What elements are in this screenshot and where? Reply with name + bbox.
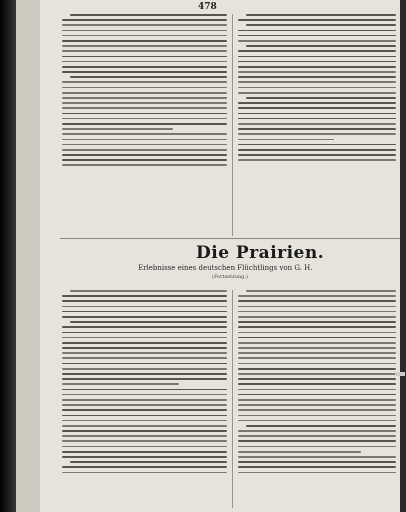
text-line xyxy=(238,466,396,468)
text-line xyxy=(62,19,227,21)
bottom-left-column-text xyxy=(62,290,227,477)
text-line xyxy=(62,56,227,58)
text-line xyxy=(238,409,396,411)
text-line xyxy=(62,40,227,42)
text-line xyxy=(238,415,396,417)
page-number: 478 xyxy=(198,2,217,12)
top-left-column-text xyxy=(62,14,227,170)
text-line xyxy=(238,456,396,458)
text-line xyxy=(62,332,227,334)
text-line xyxy=(238,332,396,334)
text-line xyxy=(62,368,227,370)
text-line xyxy=(238,139,334,141)
text-line xyxy=(62,363,227,365)
text-line xyxy=(238,461,396,463)
text-line xyxy=(62,337,227,339)
text-line xyxy=(238,81,396,83)
text-line xyxy=(238,30,396,32)
text-line xyxy=(62,30,227,32)
text-line xyxy=(62,300,227,302)
text-line xyxy=(62,415,227,417)
text-line xyxy=(62,466,227,468)
text-line xyxy=(62,295,227,297)
text-line xyxy=(238,154,396,156)
text-line xyxy=(238,321,396,323)
text-line xyxy=(62,149,227,151)
column-divider-bottom xyxy=(232,290,233,508)
text-line xyxy=(62,123,227,125)
text-line xyxy=(62,357,227,359)
text-line xyxy=(238,306,396,308)
page-edge xyxy=(400,0,406,512)
text-line xyxy=(238,123,396,125)
text-line xyxy=(238,19,396,21)
text-line xyxy=(238,394,396,396)
text-line xyxy=(62,61,227,63)
text-line xyxy=(238,451,361,453)
text-line xyxy=(238,128,396,130)
text-line xyxy=(238,373,396,375)
text-line xyxy=(62,383,179,385)
text-line xyxy=(62,420,227,422)
text-line xyxy=(70,76,227,78)
text-line xyxy=(238,66,396,68)
text-line xyxy=(238,133,396,135)
text-line xyxy=(238,357,396,359)
text-line xyxy=(246,14,396,16)
text-line xyxy=(62,311,227,313)
top-right-column-text xyxy=(238,14,396,164)
text-line xyxy=(70,290,227,292)
text-line xyxy=(238,383,396,385)
text-line xyxy=(62,50,227,52)
text-line xyxy=(238,50,396,52)
text-line xyxy=(238,311,396,313)
text-line xyxy=(238,118,396,120)
text-line xyxy=(238,40,396,42)
text-line xyxy=(238,76,396,78)
text-line xyxy=(246,290,396,292)
text-line xyxy=(238,56,396,58)
text-line xyxy=(62,35,227,37)
text-line xyxy=(238,363,396,365)
text-line xyxy=(62,446,227,448)
text-line xyxy=(238,149,396,151)
text-line xyxy=(238,352,396,354)
text-line xyxy=(238,144,396,146)
text-line xyxy=(62,113,227,115)
text-line xyxy=(238,446,396,448)
section-divider-line xyxy=(60,238,400,239)
text-line xyxy=(238,342,396,344)
text-line xyxy=(62,306,227,308)
text-line xyxy=(62,128,173,130)
text-line xyxy=(62,440,227,442)
text-line xyxy=(246,425,396,427)
text-line xyxy=(238,295,396,297)
text-line xyxy=(62,409,227,411)
text-line xyxy=(62,326,227,328)
text-line xyxy=(238,435,396,437)
text-line xyxy=(238,399,396,401)
text-line xyxy=(70,14,227,16)
text-line xyxy=(238,472,396,474)
bottom-right-column-text xyxy=(238,290,396,477)
text-line xyxy=(238,35,396,37)
text-line xyxy=(246,24,396,26)
text-line xyxy=(238,71,396,73)
book-spine-shadow xyxy=(0,0,16,512)
text-line xyxy=(62,394,227,396)
text-line xyxy=(62,97,227,99)
text-line xyxy=(62,154,227,156)
library-tab-marker xyxy=(395,372,405,376)
text-line xyxy=(238,92,396,94)
text-line xyxy=(238,440,396,442)
text-line xyxy=(238,326,396,328)
text-line xyxy=(62,71,227,73)
text-line xyxy=(238,420,396,422)
text-line xyxy=(62,456,227,458)
text-line xyxy=(62,347,227,349)
text-line xyxy=(62,378,227,380)
text-line xyxy=(62,472,227,474)
text-line xyxy=(238,300,396,302)
article-subtitle: Erlebnisse eines deutschen Flüchtlings von G. H. xyxy=(138,264,313,272)
text-line xyxy=(238,102,396,104)
text-line xyxy=(62,87,227,89)
text-line xyxy=(62,316,227,318)
text-line xyxy=(62,81,227,83)
text-line xyxy=(238,368,396,370)
text-line xyxy=(238,87,396,89)
text-line xyxy=(62,352,227,354)
text-line xyxy=(238,159,396,161)
text-line xyxy=(62,389,227,391)
text-line xyxy=(62,139,227,141)
text-line xyxy=(62,159,227,161)
text-line xyxy=(70,321,227,323)
text-line xyxy=(238,113,396,115)
text-line xyxy=(62,425,227,427)
text-line xyxy=(62,118,227,120)
text-line xyxy=(238,316,396,318)
text-line xyxy=(62,342,227,344)
text-line xyxy=(238,347,396,349)
text-line xyxy=(62,107,227,109)
text-line xyxy=(62,66,227,68)
text-line xyxy=(238,404,396,406)
text-line xyxy=(246,45,396,47)
text-line xyxy=(62,451,227,453)
text-line xyxy=(62,373,227,375)
text-line xyxy=(238,389,396,391)
text-line xyxy=(62,92,227,94)
text-line xyxy=(62,45,227,47)
article-title: Die Prairien. xyxy=(196,243,325,263)
text-line xyxy=(238,107,396,109)
text-line xyxy=(238,430,396,432)
text-line xyxy=(62,133,227,135)
column-divider-top xyxy=(232,14,233,236)
text-line xyxy=(62,24,227,26)
text-line xyxy=(246,97,396,99)
article-continuation-note: (Fortsetzung.) xyxy=(212,274,248,280)
text-line xyxy=(62,404,227,406)
text-line xyxy=(62,102,227,104)
text-line xyxy=(62,144,227,146)
page-gutter xyxy=(16,0,40,512)
text-line xyxy=(238,337,396,339)
text-line xyxy=(238,61,396,63)
text-line xyxy=(238,378,396,380)
text-line xyxy=(62,435,227,437)
text-line xyxy=(62,430,227,432)
text-line xyxy=(70,461,227,463)
text-line xyxy=(62,399,227,401)
text-line xyxy=(62,164,227,166)
